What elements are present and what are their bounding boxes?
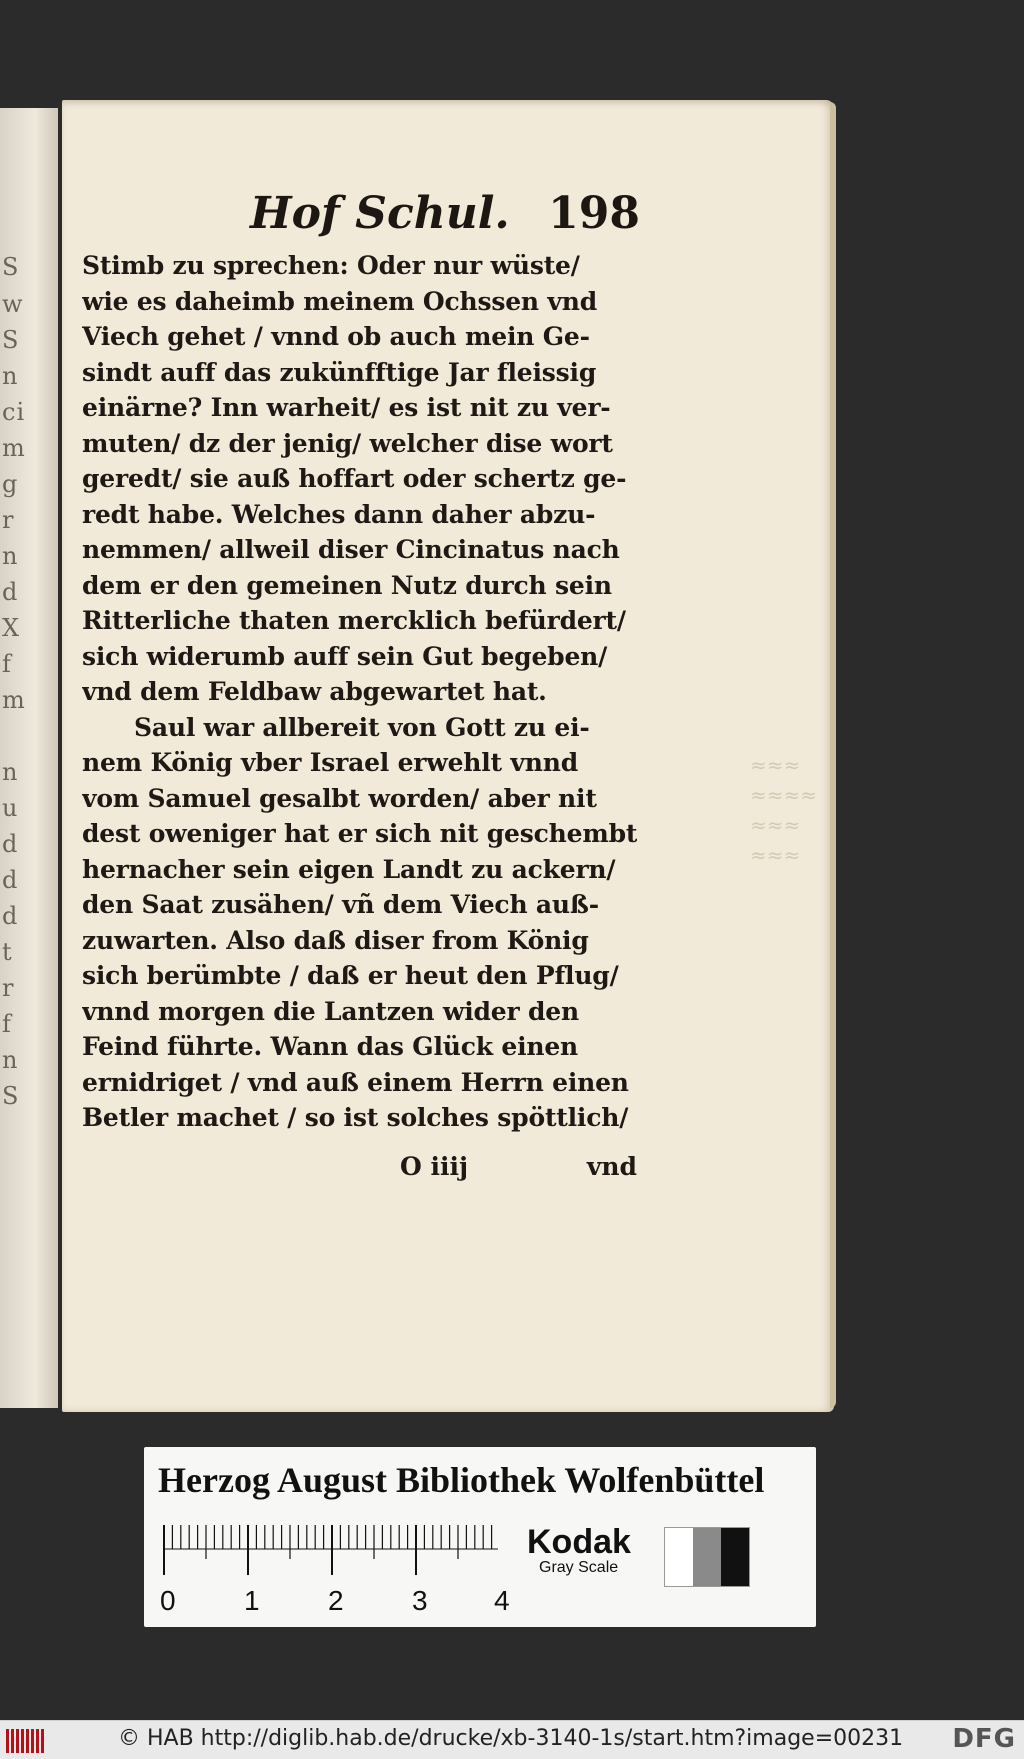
text-line: einärne? Inn warheit/ es ist nit zu ver- <box>82 393 611 422</box>
page-header <box>250 188 640 248</box>
text-line: nemmen/ allweil diser Cincinatus nach <box>82 535 620 564</box>
text-line: nem König vber Israel erwehlt vnnd <box>82 748 578 777</box>
gray-patch-mid <box>693 1528 721 1586</box>
catchword: vnd <box>586 1152 637 1181</box>
text-line: dest oweniger hat er sich nit geschembt <box>82 819 637 848</box>
gray-patch-white <box>665 1528 693 1586</box>
gray-patch-black <box>721 1528 749 1586</box>
text-line: dem er den gemeinen Nutz durch sein <box>82 570 612 600</box>
dfg-logo: DFG <box>952 1724 1016 1754</box>
text-line: vom Samuel gesalbt worden/ aber nit <box>82 783 597 813</box>
body-text <box>82 248 637 1136</box>
text-line: den Saat zusähen/ vñ dem Viech auß- <box>82 890 599 919</box>
ruler-label: 1 <box>244 1585 260 1616</box>
text-line: sich berümbte / daß er heut den Pflug/ <box>82 961 619 990</box>
text-line: sich widerumb auff sein Gut begeben/ <box>82 641 608 671</box>
facing-page-edge: S w S n ci m g r n d X f m n u d d d t r f n S <box>0 108 58 1408</box>
signature-mark: O iiij <box>400 1152 469 1181</box>
gray-patches <box>664 1527 750 1587</box>
text-line: redt habe. Welches dann daher abzu- <box>82 499 596 529</box>
page-number: 198 <box>548 188 640 239</box>
copyright-link[interactable]: © HAB http://diglib.hab.de/drucke/xb-3140-1s/start.htm?image=00231 <box>118 1726 904 1751</box>
show-through-text: ≈≈≈ ≈≈≈≈ ≈≈≈ ≈≈≈ <box>750 753 818 867</box>
gray-scale-label: Gray Scale <box>539 1559 619 1576</box>
ruler-label: 2 <box>328 1585 344 1616</box>
text-line: wie es daheimb meinem Ochssen vnd <box>82 286 597 316</box>
color-checker-card <box>144 1447 816 1627</box>
text-line: Saul war allbereit von Gott zu ei- <box>134 712 590 742</box>
text-line: ernidriget / vnd auß einem Herrn einen <box>82 1067 629 1097</box>
text-line: Feind führte. Wann das Glück einen <box>82 1032 579 1061</box>
scale-ruler <box>158 1525 510 1616</box>
text-line: Betler machet / so ist solches spöttlich/ <box>82 1103 629 1132</box>
text-line: vnd dem Feldbaw abgewartet hat. <box>82 677 547 706</box>
text-line: Stimb zu sprechen: Oder nur wüste/ <box>82 251 580 280</box>
ruler-ticks <box>158 1525 498 1585</box>
institution-name: Herzog August Bibliothek Wolfenbüttel <box>158 1460 765 1500</box>
viewer-footer <box>0 1720 1024 1759</box>
text-line: vnnd morgen die Lantzen wider den <box>82 996 579 1026</box>
text-line: Ritterliche thaten mercklich befürdert/ <box>82 606 626 635</box>
text-line: hernacher sein eigen Landt zu ackern/ <box>82 854 616 884</box>
hab-logo-icon <box>6 1729 44 1753</box>
text-line: geredt/ sie auß hoffart oder schertz ge- <box>82 464 627 493</box>
running-head: Hof Schul. <box>250 188 510 239</box>
page-footer-line <box>82 1152 637 1188</box>
text-line: Viech gehet / vnnd ob auch mein Ge- <box>82 322 590 351</box>
kodak-logo: Kodak <box>527 1523 631 1561</box>
text-line: sindt auff das zukünfftige Jar fleissig <box>82 357 597 387</box>
ruler-label: 0 <box>160 1585 176 1616</box>
text-line: zuwarten. Also daß diser from König <box>82 925 589 955</box>
text-line: muten/ dz der jenig/ welcher dise wort <box>82 428 613 458</box>
ruler-label: 4 <box>494 1585 510 1616</box>
page-edge <box>830 102 836 1408</box>
ruler-label: 3 <box>412 1585 428 1616</box>
